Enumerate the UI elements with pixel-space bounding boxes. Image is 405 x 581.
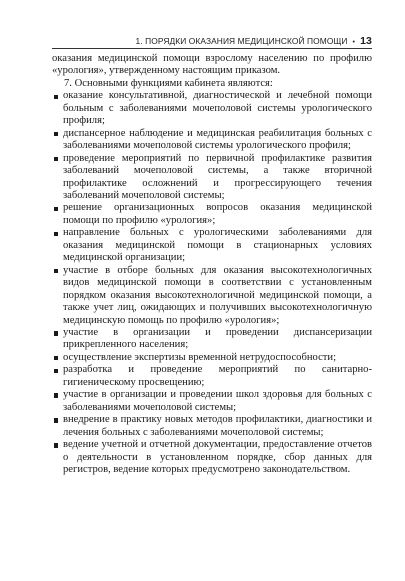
bullet-icon	[54, 207, 58, 211]
lead-paragraph: оказания медицинской помощи взрослому населению по профилю «урология», утвержденному настоящим приказом.	[52, 53, 372, 77]
bullet-icon	[54, 269, 58, 273]
list-item-text: направление больных с урологическими заболеваниями для оказания медицинской помощи в стационарных условиях медицинской организации;	[63, 227, 372, 264]
bullet-icon	[54, 418, 58, 422]
list-item	[52, 90, 372, 127]
body-text	[52, 53, 372, 476]
list-item	[52, 414, 372, 439]
list-item	[52, 352, 372, 364]
list-item	[52, 265, 372, 327]
list-item-text: решение организационных вопросов оказания медицинской помощи по профилю «урология»;	[63, 202, 372, 226]
list-item-text: участие в отборе больных для оказания высокотехнологичных видов медицинской помощи в соответствии с установленным порядком оказания высокотехнологичной медицинской помощи, а также учет лиц, ожидающих и получивших высокотехнологичную медицинскую помощь по профилю «урология»;	[63, 264, 372, 326]
chapter-title: 1. ПОРЯДКИ ОКАЗАНИЯ МЕДИЦИНСКОЙ ПОМОЩИ	[135, 36, 348, 46]
list-item	[52, 327, 372, 352]
functions-list	[52, 90, 372, 476]
bullet-icon	[54, 95, 58, 99]
header-rule	[52, 48, 372, 49]
section-heading: 7. Основными функциями кабинета являются:	[64, 77, 273, 89]
list-item-text: участие в организации и проведении диспансеризации прикрепленного населения;	[63, 326, 372, 351]
bullet-icon	[54, 157, 58, 161]
header-separator: •	[352, 39, 356, 46]
bullet-icon	[54, 356, 58, 360]
list-item-text: участие в организации и проведении школ здоровья для больных с заболеваниями мочеполовой системы;	[63, 389, 372, 413]
list-item	[52, 128, 372, 153]
page-number: 13	[360, 35, 372, 47]
list-item-text: внедрение в практику новых методов профилактики, диагностики и лечения больных с заболеваниями мочеполовой системы;	[63, 414, 372, 438]
bullet-icon	[54, 393, 58, 397]
bullet-icon	[54, 331, 58, 335]
list-item-text: диспансерное наблюдение и медицинская реабилитация больных с заболеваниями мочеполовой системы урологического профиля;	[63, 127, 372, 152]
list-item	[52, 439, 372, 476]
bullet-icon	[54, 369, 58, 373]
list-item	[52, 153, 372, 203]
bullet-icon	[54, 232, 58, 236]
list-item-text: разработка и проведение мероприятий по санитарно-гигиеническому просвещению;	[63, 364, 372, 388]
list-item	[52, 364, 372, 389]
bullet-icon	[54, 443, 58, 447]
list-item-text: проведение мероприятий по первичной профилактике развития заболеваний мочеполовой системы, а также вторичной профилактике осложнений и прогрессирующего течения заболеваний мочеполовой системы;	[63, 152, 372, 201]
running-header	[52, 35, 372, 47]
list-item-text: оказание консультативной, диагностической и лечебной помощи больным с заболеваниями мочеполовой системы урологического профиля;	[63, 90, 372, 127]
list-item-text: осуществление экспертизы временной нетрудоспособности;	[63, 351, 337, 363]
list-item-text: ведение учетной и отчетной документации, предоставление отчетов о деятельности в установленном порядке, сбор данных для регистров, ведение которых предусмотрено законодательством.	[63, 439, 372, 475]
bullet-icon	[54, 132, 58, 136]
list-item	[52, 202, 372, 227]
list-item	[52, 227, 372, 264]
list-item	[52, 389, 372, 414]
